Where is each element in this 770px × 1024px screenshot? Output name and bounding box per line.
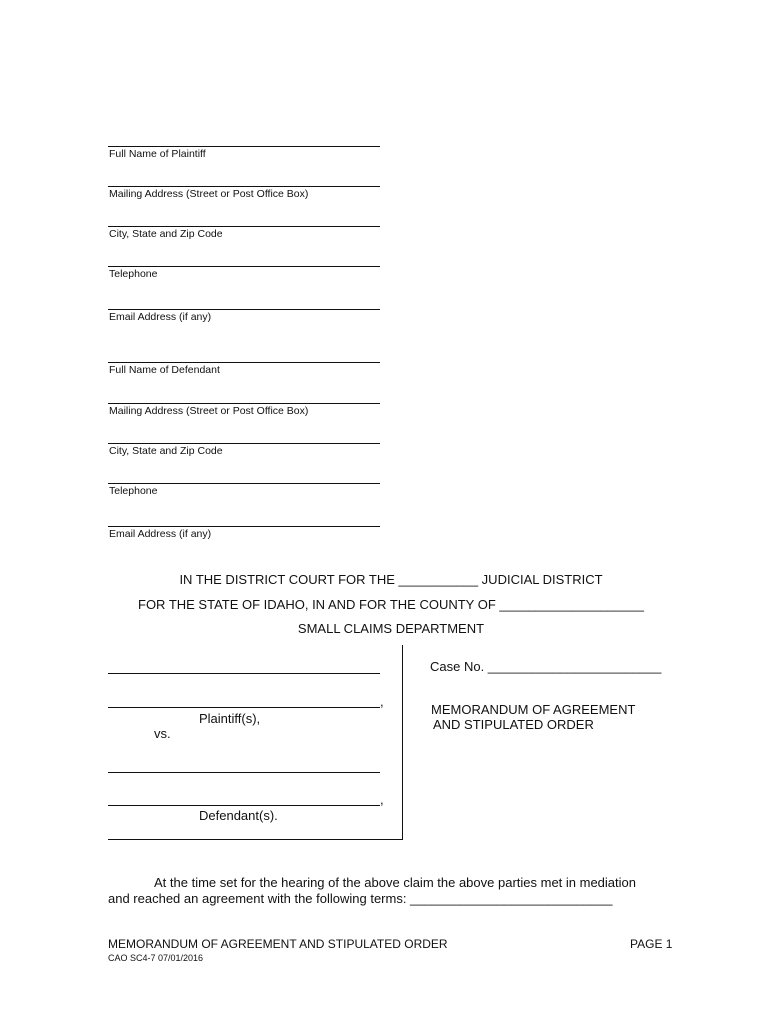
defendant-mailing-field[interactable]: [108, 403, 380, 404]
defendant-name-label: Full Name of Defendant: [109, 364, 220, 376]
case-number-field[interactable]: Case No. ________________________: [430, 659, 662, 674]
caption-plaintiff-line-2[interactable]: [108, 707, 380, 708]
defendant-email-field[interactable]: [108, 526, 380, 527]
caption-vertical-rule: [402, 645, 403, 840]
footer-page-number: PAGE 1: [630, 937, 673, 951]
court-header-line2: FOR THE STATE OF IDAHO, IN AND FOR THE COUNTY OF ____________________: [138, 597, 644, 612]
defendant-email-label: Email Address (if any): [109, 528, 212, 540]
vs-label: vs.: [154, 726, 171, 741]
plaintiff-name-label: Full Name of Plaintiff: [109, 148, 206, 160]
plaintiff-email-label: Email Address (if any): [109, 311, 212, 323]
caption-defendant-line-2[interactable]: [108, 805, 380, 806]
defendants-label: Defendant(s).: [199, 808, 278, 823]
plaintiffs-label: Plaintiff(s),: [199, 711, 261, 726]
plaintiff-email-field[interactable]: [108, 309, 380, 310]
plaintiff-phone-label: Telephone: [109, 268, 158, 280]
caption-defendant-line-1[interactable]: [108, 772, 380, 773]
document-title-line1: MEMORANDUM OF AGREEMENT: [431, 702, 636, 717]
defendant-city-field[interactable]: [108, 443, 380, 444]
caption-plaintiff-line-1[interactable]: [108, 673, 380, 674]
body-paragraph-line1: At the time set for the hearing of the above claim the above parties met in mediation: [154, 875, 636, 890]
defendant-name-field[interactable]: [108, 362, 380, 363]
court-header-line1: IN THE DISTRICT COURT FOR THE ___________ JUDICIAL DISTRICT: [179, 572, 603, 587]
footer-title: MEMORANDUM OF AGREEMENT AND STIPULATED ORDER: [108, 937, 448, 951]
caption-bottom-rule: [108, 839, 402, 840]
caption-comma-1: ,: [380, 694, 384, 709]
body-paragraph-line2: and reached an agreement with the following terms: ____________________________: [108, 891, 613, 906]
document-title-line2: AND STIPULATED ORDER: [433, 717, 594, 732]
court-header-line3: SMALL CLAIMS DEPARTMENT: [297, 621, 485, 636]
plaintiff-mailing-field[interactable]: [108, 186, 380, 187]
plaintiff-city-field[interactable]: [108, 226, 380, 227]
footer-form-id: CAO SC4-7 07/01/2016: [108, 953, 204, 963]
defendant-city-label: City, State and Zip Code: [109, 445, 223, 457]
defendant-mailing-label: Mailing Address (Street or Post Office Box): [109, 405, 309, 417]
caption-comma-2: ,: [380, 792, 384, 807]
plaintiff-city-label: City, State and Zip Code: [109, 228, 223, 240]
plaintiff-mailing-label: Mailing Address (Street or Post Office Box): [109, 188, 309, 200]
plaintiff-name-field[interactable]: [108, 146, 380, 147]
defendant-phone-label: Telephone: [109, 485, 158, 497]
plaintiff-phone-field[interactable]: [108, 266, 380, 267]
defendant-phone-field[interactable]: [108, 483, 380, 484]
